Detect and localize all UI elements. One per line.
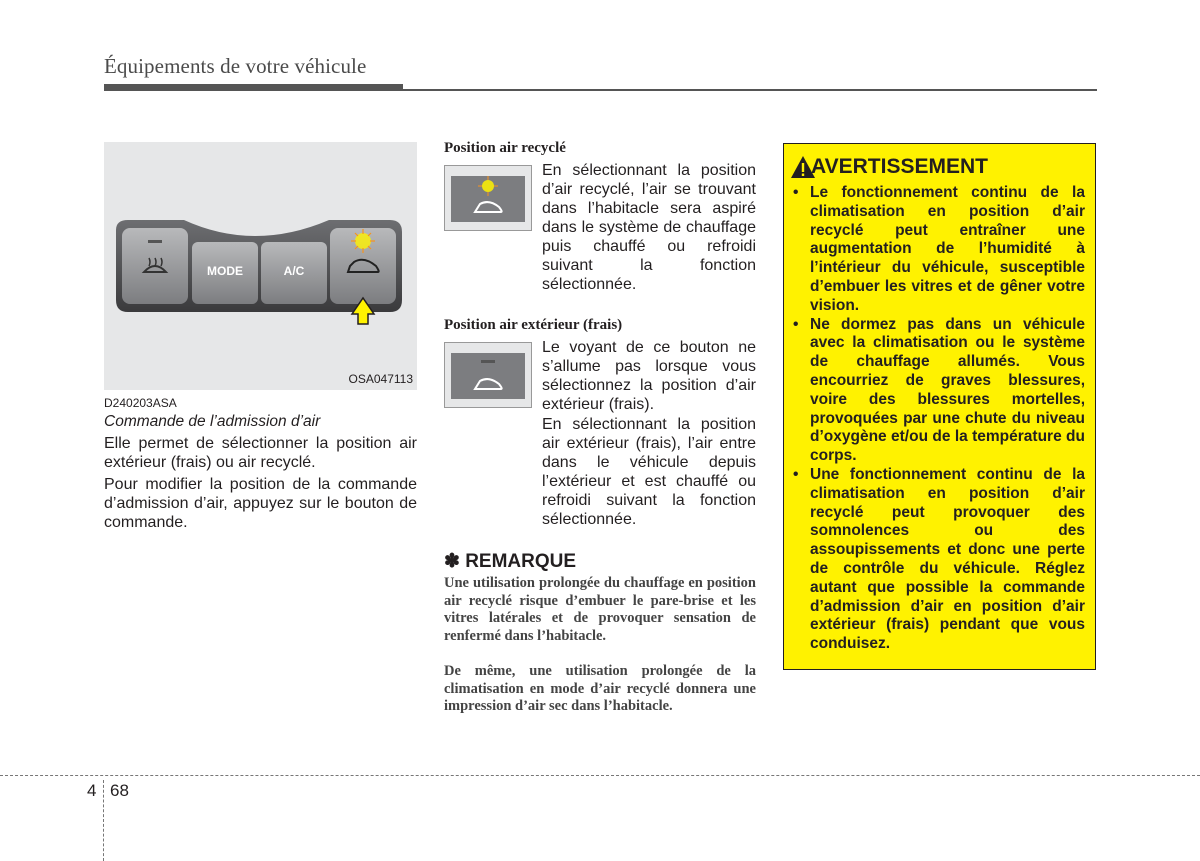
section-code: D240203ASA — [104, 396, 177, 410]
warning-list — [793, 184, 1085, 654]
exterior-description-2: En sélectionnant la position air extérieur (frais), l’air entre dans le véhicule depuis l’extérieur et est chauffé ou refroidi suivant la fonction sélectionnée. — [542, 416, 756, 528]
warning-item: • Une fonctionnement continu de la climatisation en position d’air recyclé peut provoquer des somnolences ou des assoupissements et donc une perte de contrôle du véhicule. Réglez autant que possible la commande d’admission d’air en position d’air extérieur (frais) pendant que vous conduisez. — [793, 466, 1085, 654]
figure-label: OSA047113 — [348, 372, 413, 386]
chapter-number: 4 — [87, 781, 97, 800]
recycle-heading: Position air recyclé — [444, 140, 566, 156]
control-panel-figure — [104, 142, 417, 390]
ac-button-label: A/C — [283, 264, 305, 278]
remarque-paragraph-1: Une utilisation prolongée du chauffage en position air recyclé risque d’embuer le pare-brise et les vitres latérales et de provoquer sensation de renfermé dans l’habitacle. — [444, 575, 756, 644]
page-header-title: Équipements de votre véhicule — [104, 54, 367, 78]
recycle-thumbnail — [444, 165, 532, 231]
instruction-paragraph: Pour modifier la position de la commande d’admission d’air, appuyez sur le bouton de commande. — [104, 476, 417, 531]
footer-rule — [0, 775, 1200, 776]
recycle-description: En sélectionnant la position d’air recyclé, l’air se trouvant dans l’habitacle sera aspiré dans le système de chauffage puis chauffé ou refroidi suivant la fonction sélectionnée. — [542, 162, 756, 293]
intro-paragraph: Elle permet de sélectionner la position air extérieur (frais) ou air recyclé. — [104, 435, 417, 471]
header-rule — [104, 89, 1097, 91]
remarque-paragraph-2: De même, une utilisation prolongée de la climatisation en mode d’air recyclé donnera une impression d’air sec dans l’habitacle. — [444, 663, 756, 714]
footer-divider — [103, 780, 104, 861]
warning-item: • Le fonctionnement continu de la climatisation en position d’air recyclé peut entraîner une augmentation de l’humidité à l’intérieur du véhicule, susceptible d’embuer les vitres et de gêner votre vision. — [793, 184, 1085, 316]
warning-item: • Ne dormez pas dans un véhicule avec la climatisation ou le système de chauffage allumés. Vous encourriez de graves blessures, voire des blessures mortelles, provoquées par une chute du niveau d’oxygène et/ou de la température du corps. — [793, 316, 1085, 466]
remarque-heading: ✽ REMARQUE — [444, 551, 577, 572]
warning-title: AVERTISSEMENT — [811, 155, 988, 178]
control-panel-illustration — [104, 142, 417, 390]
exterior-thumbnail — [444, 342, 532, 408]
mode-button-label: MODE — [207, 264, 243, 278]
section-subheading: Commande de l’admission d’air — [104, 413, 321, 430]
exterior-heading: Position air extérieur (frais) — [444, 317, 623, 333]
page-number: 68 — [110, 781, 129, 800]
exterior-description-1: Le voyant de ce bouton ne s’allume pas lorsque vous sélectionnez la position d’air extérieur (frais). — [542, 339, 756, 413]
